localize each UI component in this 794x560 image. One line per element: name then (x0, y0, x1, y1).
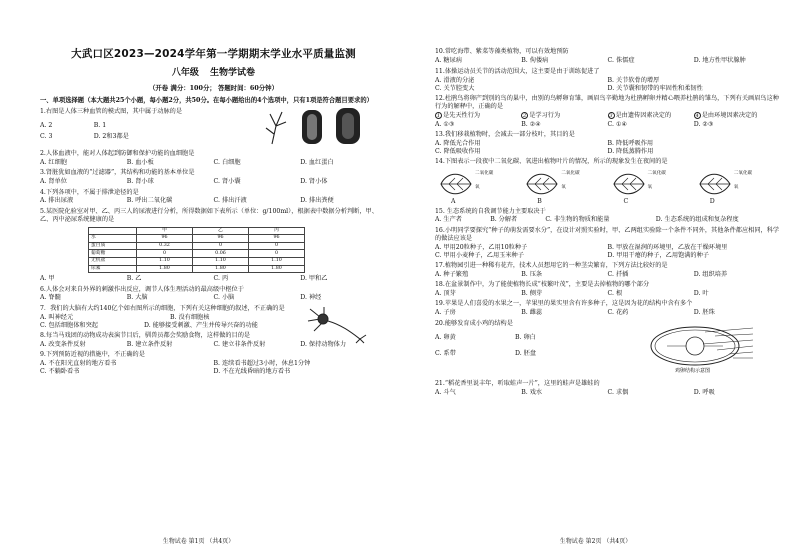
option-c[interactable]: C. 包括细胞体和突起 (40, 321, 98, 329)
option-c[interactable]: C. 系带 (435, 349, 456, 357)
option-b[interactable]: B. 卵白 (515, 333, 536, 341)
urine-data-table (88, 227, 305, 274)
question-text: 7．我们的大脑有大约140亿个如右图所示的细胞，下列有关这种细胞的叙述，不正确的是 (40, 304, 285, 312)
table-cell: 1.10 (137, 258, 193, 266)
option-d[interactable]: D. 降低蒸腾作用 (607, 147, 654, 155)
statement-items (435, 112, 780, 120)
statement-text: 是由环境因素决定的 (701, 111, 758, 119)
table-cell: 0.32 (137, 242, 193, 250)
option-d[interactable]: D. 2和3都是 (93, 133, 129, 141)
question-5: 5.某医院化验室对甲、乙、丙三人的尿液进行分析，所得数据如下表所示（单位：g/100ml），根据表中数据分析判断，甲、乙、丙中泌尿系统健康的是 (40, 207, 378, 223)
question-18: 18.在盆景制作中，为了能使植物长成“枝繁叶茂”，主要是去掉植物的哪个部分 (435, 281, 650, 289)
leaf-icon (610, 169, 650, 199)
option-b[interactable]: B. 呼出二氧化碳 (126, 197, 173, 205)
table-cell: 96 (193, 235, 249, 243)
statement-text: 是学习行为 (529, 111, 561, 119)
gas-label: 氧 (733, 185, 739, 191)
option-b[interactable]: B. 血小板 (126, 158, 154, 166)
answer-options (40, 122, 255, 142)
leaf-icon (437, 169, 477, 199)
leaf-figure-b (521, 169, 607, 205)
option-c[interactable]: C. 求偶 (607, 389, 629, 397)
option-a[interactable]: A. 甲用20粒种子，乙用10粒种子 (435, 243, 528, 251)
option-c[interactable]: C. 降低吸收作用 (435, 147, 481, 155)
egg-structure-figure (645, 324, 775, 374)
statement-3: 3 是由遗传因素决定的 (609, 111, 672, 119)
option-d[interactable]: D. 排出粪便 (300, 197, 334, 205)
gas-label: 氧 (475, 185, 480, 191)
table-cell: 0 (137, 250, 193, 258)
question-text: 1.右图是人体三种血管的模式图，其中属于动脉的是 (40, 107, 183, 115)
option-a[interactable]: A. 降低光合作用 (435, 139, 481, 147)
table-cell: 0 (249, 242, 305, 250)
leaf-icon (696, 169, 736, 199)
option-b[interactable]: B. 没有细胞核 (170, 313, 210, 321)
table-cell: 0 (193, 242, 249, 250)
answer-options (40, 314, 300, 330)
table-row (89, 265, 305, 273)
table-cell: 葡萄糖 (89, 250, 137, 258)
table-row (89, 250, 305, 258)
option-c[interactable]: C. 3 (40, 133, 53, 141)
option-b[interactable]: B. 关节软骨的增厚 (607, 76, 660, 84)
question-13: 13.我们移栽植物时，会减去一部分枝叶，其目的是 (435, 131, 575, 138)
option-d[interactable]: D. 生态系统的组成和复杂程度 (655, 216, 739, 224)
table-row (89, 242, 305, 250)
answer-options (40, 159, 387, 167)
gas-label: 二氧化碳 (733, 171, 753, 177)
option-a[interactable]: A. 脊髓 (40, 294, 61, 302)
page-right (397, 0, 794, 560)
page-footer: 生物试卷 第1页 （共4页） (162, 538, 235, 546)
question-20 (435, 320, 780, 378)
table-cell: 水 (89, 235, 137, 243)
option-d[interactable]: D. 组织培养 (693, 270, 728, 278)
figure-label-b[interactable]: B (537, 198, 542, 206)
option-b[interactable]: B. 肾小球 (126, 178, 154, 186)
gas-label: 二氧化碳 (561, 171, 580, 177)
leaf-figure-d (694, 169, 780, 205)
answer-options (435, 216, 780, 224)
answer-options (435, 140, 780, 156)
option-a[interactable]: A. 顶芽 (435, 290, 456, 298)
table-cell: 1.10 (193, 258, 249, 266)
option-a[interactable]: A. 卵黄 (435, 333, 456, 341)
option-d[interactable]: D. 能够接受刺激、产生并传导兴奋的功能 (144, 321, 258, 329)
statement-2: 2 是学习行为 (523, 111, 561, 119)
answer-options (435, 77, 780, 93)
option-c[interactable]: C. 肾小囊 (213, 178, 241, 186)
option-a[interactable]: A. 子房 (435, 309, 456, 317)
option-b[interactable]: B. 侧芽 (521, 290, 543, 298)
blood-vessel-figure (258, 104, 378, 148)
option-d[interactable]: D. 呼吸 (693, 389, 715, 397)
question-9: 9.下列预防近视的措施中，不正确的是 (40, 351, 145, 359)
option-b[interactable]: B. 甲放在湿润的环境里，乙放在干燥环境里 (607, 243, 728, 251)
option-c[interactable]: C. 侏儒症 (607, 57, 635, 65)
option-c[interactable]: C. 关节腔变大 (435, 84, 475, 92)
option-c[interactable]: C. 花药 (607, 309, 629, 317)
option-c[interactable]: C. 排出汗液 (213, 197, 247, 205)
option-d[interactable]: D. 肾小体 (300, 178, 328, 186)
gas-label: 二氧化碳 (647, 171, 666, 177)
option-a[interactable]: A. ①③ (435, 120, 455, 128)
exam-title: 大武口区2023—2024学年第一学期期末学业水平质量监测 (71, 48, 356, 60)
answer-options (435, 57, 780, 65)
answer-options (40, 360, 387, 376)
table-cell: 无机盐 (89, 258, 137, 266)
answer-options (435, 334, 595, 358)
page-footer: 生物试卷 第2页 （共4页） (559, 538, 632, 546)
option-b[interactable]: B. 雌蕊 (521, 309, 543, 317)
figure-label-a[interactable]: A (451, 198, 456, 206)
option-a[interactable]: A. 糖尿病 (435, 57, 462, 65)
option-b[interactable]: B. 佝偻病 (521, 57, 549, 65)
answer-options (435, 389, 780, 397)
table-cell: 蛋白质 (89, 242, 137, 250)
option-b[interactable]: B. 压条 (521, 270, 543, 278)
gas-label: 氧 (647, 185, 653, 191)
question-8: 8.每当马戏团的动物成功表演节目后，驯兽员都会奖励食物，这样做的目的是 (40, 332, 251, 339)
table-header-cell: 丙 (249, 227, 305, 235)
option-c[interactable]: C. 建立非条件反射 (213, 340, 266, 348)
option-b[interactable]: B. 降低呼吸作用 (607, 139, 654, 147)
option-a[interactable]: A. 种子繁殖 (435, 270, 469, 278)
answer-options (435, 244, 780, 260)
option-a[interactable]: A. 改变条件反射 (40, 340, 86, 348)
option-c[interactable]: C. 非生物的物质和能量 (545, 216, 610, 224)
option-c[interactable]: C. ①④ (607, 120, 628, 128)
option-d[interactable]: D. 关节囊和韧带的牢固性和柔韧性 (607, 84, 703, 92)
option-a[interactable]: A. 滑液的分泌 (435, 76, 475, 84)
question-17: 17.植物园引进一种稀有花卉，技术人员想用它的一种茎尖繁育，下列方法比较好的是 (435, 261, 668, 269)
question-3: 3.肾脏犹如血液的“过滤器”，其结构和功能的基本单位是 (40, 169, 195, 177)
statement-4: 4 是由环境因素决定的 (695, 111, 758, 119)
statement-text: 是由遗传因素决定的 (615, 111, 672, 119)
table-row (89, 235, 305, 243)
table-header-cell: 甲 (137, 227, 193, 235)
option-c[interactable]: C. 甲用小麦种子，乙用玉米种子 (435, 251, 524, 259)
option-c[interactable]: C. 白细胞 (213, 158, 241, 166)
option-a[interactable]: A. 肾单位 (40, 178, 67, 186)
question-text: 20.能够发育成小鸡的结构是 (435, 319, 513, 327)
question-21: 21.“稻花香里说丰年，听取蛙声一片”，这里的蛙声是雄蛙的 (435, 380, 600, 388)
option-d[interactable]: D. 甲和乙 (300, 275, 328, 283)
question-7 (40, 305, 387, 330)
table-cell: 96 (249, 235, 305, 243)
leaf-figure-c (608, 169, 694, 205)
table-cell: 1.80 (193, 265, 249, 273)
option-a[interactable]: A. 不在阳光直射的地方看书 (40, 360, 117, 368)
question-6: 6.人体会对来自外界的刺激作出反应，调节人体生理活动的最高级中枢位于 (40, 285, 244, 293)
option-a[interactable]: A. 叫神经元 (40, 313, 74, 321)
answer-options (40, 178, 387, 186)
gas-label: 氧 (561, 185, 566, 191)
answer-options (40, 294, 387, 302)
option-b[interactable]: B. 乙 (126, 275, 142, 283)
option-b[interactable]: B. 分解者 (490, 216, 518, 224)
option-d[interactable]: D. 神经 (300, 294, 322, 302)
option-d[interactable]: D. 地方性甲状腺肿 (693, 57, 746, 65)
option-a[interactable]: A. 排出尿液 (40, 197, 74, 205)
option-a[interactable]: A. 斗气 (435, 389, 456, 397)
question-19: 19.苹果是人们喜爱的水果之一，苹果里的果实里含有许多种子，这是因为花的结构中含有多个 (435, 300, 693, 308)
figure-label-c[interactable]: C (623, 198, 629, 206)
option-b[interactable]: B. ②④ (521, 120, 541, 128)
option-d[interactable]: D. ②③ (693, 120, 714, 128)
option-c[interactable]: C. 丙 (213, 275, 229, 283)
question-15: 15. 生态系统的自我调节能力主要取决于 (435, 207, 546, 215)
leaf-icon (523, 169, 563, 199)
table-cell: 1.80 (137, 265, 193, 273)
leaf-gas-figures (435, 169, 780, 205)
egg-figure-caption: 鸡卵结构示意图 (675, 367, 711, 374)
option-d[interactable]: D. 保持动物体力 (300, 340, 347, 348)
table-cell: 0 (249, 250, 305, 258)
option-c[interactable]: C. 根 (607, 290, 623, 298)
option-a[interactable]: A. 红细胞 (40, 158, 67, 166)
question-12: 12.杜鹃鸟将卵产到别的鸟的巢中，由别的鸟孵卵育雏，画眉鸟辛勤地为杜鹃孵卵并精心喂养杜鹃的雏鸟，下列有关画眉鸟这种行为的解释中，正确的是 (435, 94, 779, 110)
answer-options (435, 290, 780, 298)
answer-options (40, 275, 387, 283)
exam-subtitle: 八年级 生物学试卷 (171, 68, 256, 79)
statement-text: 是先天性行为 (443, 111, 481, 119)
option-d[interactable]: D. 叶 (693, 290, 709, 298)
option-d[interactable]: D. 不在光线昏暗的地方看书 (213, 368, 291, 376)
table-cell: 尿素 (89, 265, 137, 273)
table-cell: 1.80 (249, 265, 305, 273)
option-a[interactable]: A. 2 (40, 121, 53, 129)
option-d[interactable]: D. 胚珠 (693, 309, 715, 317)
answer-options (40, 197, 387, 205)
table-cell: 0.06 (193, 250, 249, 258)
question-1 (40, 108, 387, 148)
leaf-figure-a (435, 169, 521, 205)
table-row (89, 258, 305, 266)
question-16: 16.小明同学要探究“种子的萌发需要水分”，在设计对照实验时，甲、乙两组实验除一个条件不同外，其他条件都应相同，科学的做法应该是 (435, 226, 780, 242)
answer-options (435, 309, 780, 317)
exam-meta: （开卷 满分：100分； 答题时间：60分钟） (149, 83, 278, 92)
table-header-cell (89, 227, 137, 235)
answer-options (435, 121, 780, 129)
option-c[interactable]: C. 不躺卧看书 (40, 368, 80, 376)
option-b[interactable]: B. 连续看书超过3小时，休息1分钟 (213, 360, 311, 368)
question-11: 11.体操运动员关节的活动范围大，这主要是由于训练促进了 (435, 67, 600, 75)
question-10: 10.常吃海带、紫菜等藻类植物，可以有效地预防 (435, 48, 569, 56)
option-a[interactable]: A. 甲 (40, 275, 55, 283)
table-header-row (89, 227, 305, 235)
question-14: 14.下图表示一段夜中二氧化碳、氧进出植物叶片的情况，所示的现象发生在夜间的是 (435, 158, 668, 166)
option-b[interactable]: B. 1 (93, 121, 107, 129)
section-heading: 一、单项选择题（本大题共25个小题，每小题2分，共50分。在每小题给出的4个选项中，只有1项是符合题目要求的） (40, 97, 373, 105)
option-a[interactable]: A. 生产者 (435, 216, 462, 224)
statement-1: 1 是先天性行为 (436, 111, 481, 119)
option-d[interactable]: D. 血红蛋白 (300, 158, 334, 166)
option-b[interactable]: B. 建立条件反射 (126, 340, 173, 348)
option-c[interactable]: C. 小脑 (213, 294, 235, 302)
option-d[interactable]: D. 胚盘 (515, 349, 537, 357)
figure-label-d[interactable]: D (709, 198, 715, 206)
option-b[interactable]: B. 戏水 (521, 389, 543, 397)
gas-label: 二氧化碳 (475, 171, 494, 177)
table-header-cell: 乙 (193, 227, 249, 235)
option-b[interactable]: B. 大脑 (126, 294, 148, 302)
option-d[interactable]: D. 甲用干瘪的种子，乙用饱满的种子 (607, 251, 709, 259)
question-2: 2.人体血液中，能对人体起到防御和保护功能的血细胞是 (40, 149, 195, 157)
table-cell: 96 (137, 235, 193, 243)
option-c[interactable]: C. 扦插 (607, 270, 629, 278)
answer-options (435, 271, 780, 279)
neuron-figure (302, 303, 382, 345)
table-cell: 1.10 (249, 258, 305, 266)
question-4: 4.下列各项中，不属于排泄途径的是 (40, 188, 139, 196)
